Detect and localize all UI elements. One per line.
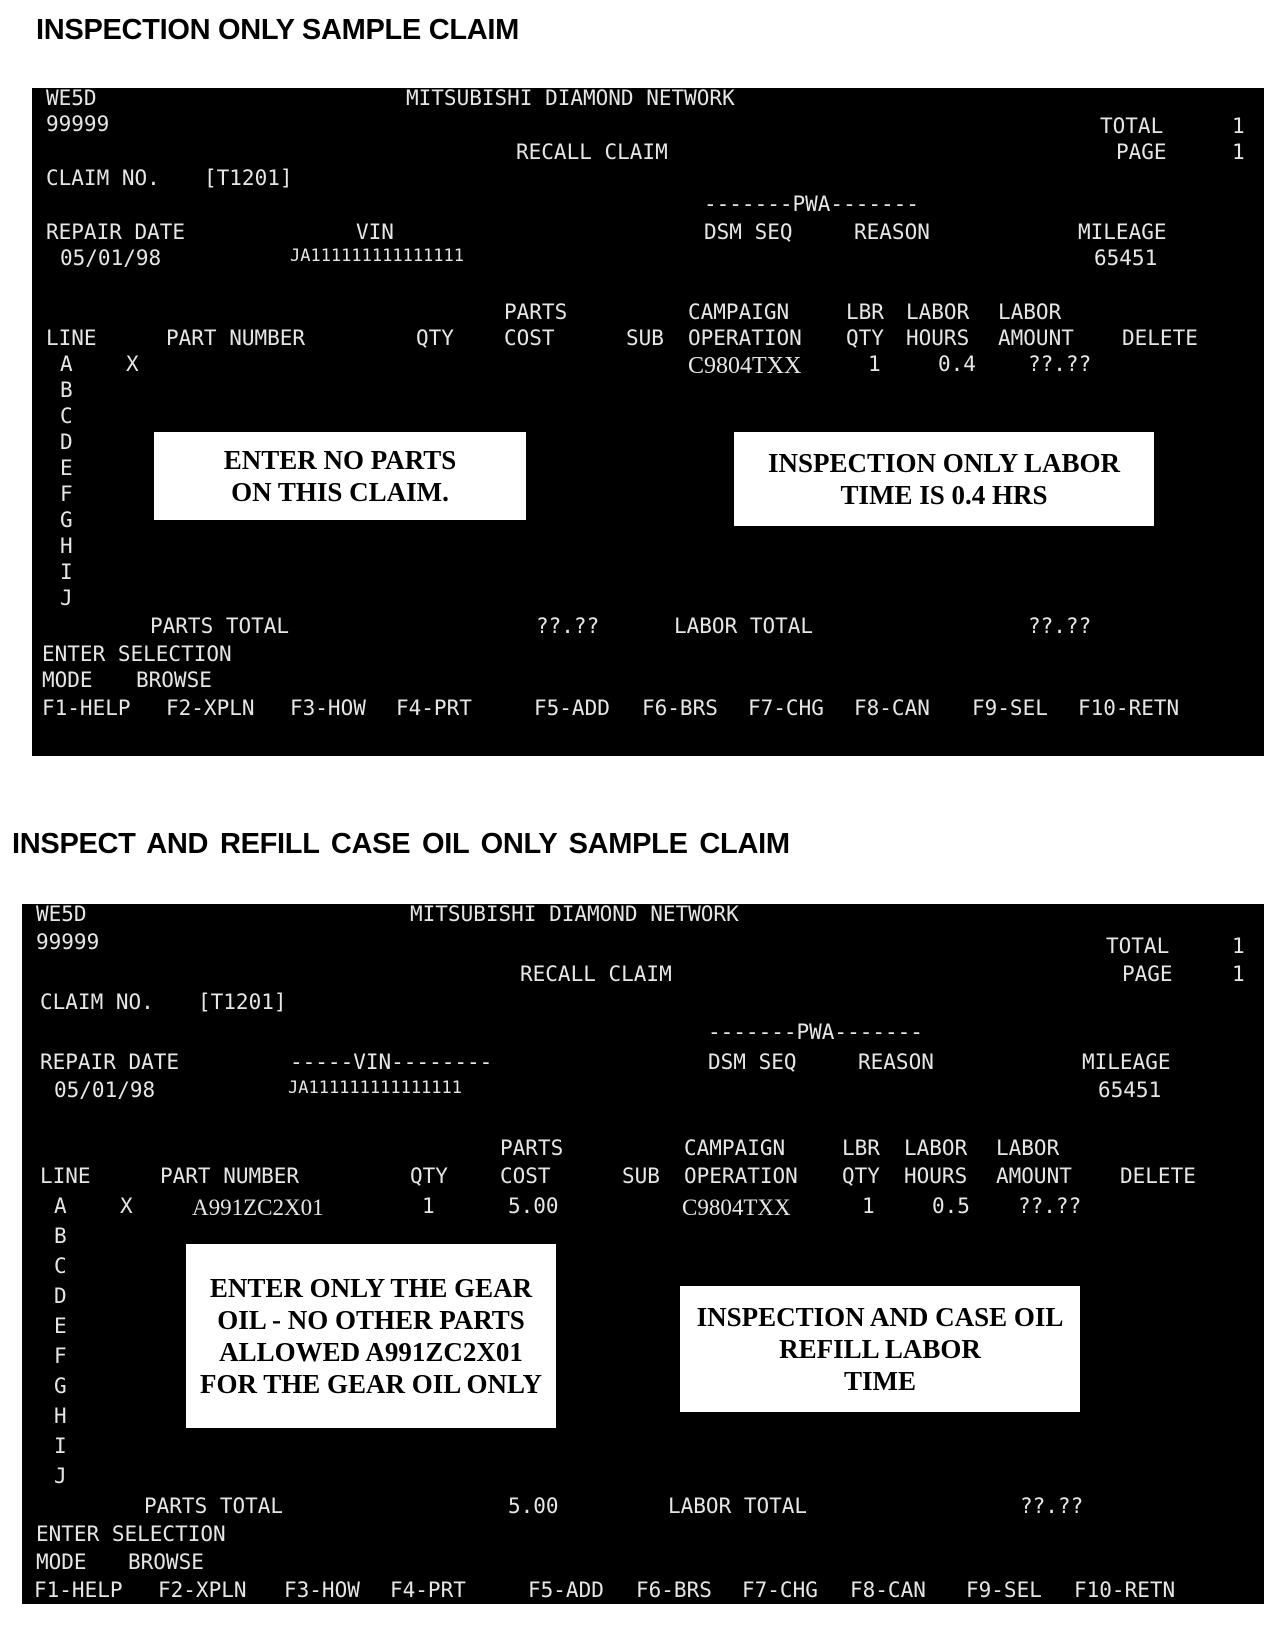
f8-can-key[interactable]: F8-CAN xyxy=(850,1578,926,1602)
page-label: PAGE xyxy=(1116,140,1167,164)
parts-total-label: PARTS TOTAL xyxy=(150,614,290,638)
mode-label: MODE xyxy=(42,668,93,692)
total-label: TOTAL xyxy=(1106,934,1170,958)
note-line: INSPECTION ONLY LABOR xyxy=(767,448,1121,478)
claim-no-field[interactable]: [T1201] xyxy=(198,990,287,1014)
row-a-marker[interactable]: X xyxy=(126,352,139,376)
parts-column-header: PARTS xyxy=(500,1136,564,1160)
labor-total-label: LABOR TOTAL xyxy=(668,1494,808,1518)
lbr-qty-column-header: QTY xyxy=(842,1164,880,1188)
f9-sel-key[interactable]: F9-SEL xyxy=(966,1578,1042,1602)
mode-label: MODE xyxy=(36,1550,87,1574)
row-line-label: B xyxy=(54,1224,67,1248)
repair-date-field[interactable]: 05/01/98 xyxy=(54,1078,156,1102)
lbr-column-header: LBR xyxy=(846,300,884,324)
recall-claim-terminal-screen xyxy=(22,904,1264,1604)
sample-claim-heading: INSPECTION ONLY SAMPLE CLAIM xyxy=(36,14,520,46)
mode-value: BROWSE xyxy=(128,1550,204,1574)
network-title: MITSUBISHI DIAMOND NETWORK xyxy=(410,902,739,926)
vin-field[interactable]: JA111111111111111 xyxy=(290,246,464,266)
row-a-amount-field[interactable]: ??.?? xyxy=(1028,352,1092,376)
note-parts-callout xyxy=(186,1244,556,1428)
f7-chg-key[interactable]: F7-CHG xyxy=(742,1578,818,1602)
row-line-label: E xyxy=(60,456,73,480)
row-a-marker[interactable]: X xyxy=(120,1194,133,1218)
pwa-label: -------PWA------- xyxy=(704,192,919,216)
row-a-hours-field[interactable]: 0.4 xyxy=(938,352,976,376)
vin-field[interactable]: JA111111111111111 xyxy=(288,1078,462,1098)
labor-total-label: LABOR TOTAL xyxy=(674,614,814,638)
row-a-lbr-qty-field[interactable]: 1 xyxy=(868,352,881,376)
row-a-amount-field[interactable]: ??.?? xyxy=(1018,1194,1082,1218)
note-line: TIME IS 0.4 HRS xyxy=(840,480,1048,510)
note-line: OIL - NO OTHER PARTS xyxy=(217,1305,525,1335)
dsm-seq-label: DSM SEQ xyxy=(704,220,793,244)
line-column-header: LINE xyxy=(40,1164,91,1188)
row-line-label: J xyxy=(54,1464,67,1488)
row-line-label: G xyxy=(60,508,73,532)
row-line-label: C xyxy=(60,404,73,428)
row-a-part-number-field[interactable]: A991ZC2X01 xyxy=(192,1195,324,1220)
row-line-label: C xyxy=(54,1254,67,1278)
lbr-column-header: LBR xyxy=(842,1136,880,1160)
page-value: 1 xyxy=(1232,962,1245,986)
claim-no-label: CLAIM NO. xyxy=(46,166,160,190)
f4-prt-key[interactable]: F4-PRT xyxy=(390,1578,466,1602)
mileage-label: MILEAGE xyxy=(1082,1050,1171,1074)
row-line-label: G xyxy=(54,1374,67,1398)
labor-hours-column-header: LABOR xyxy=(906,300,970,324)
screen-title: RECALL CLAIM xyxy=(520,962,672,986)
row-line-label: B xyxy=(60,378,73,402)
mileage-field[interactable]: 65451 xyxy=(1094,246,1158,270)
parts-total-value: 5.00 xyxy=(508,1494,559,1518)
row-line-label: I xyxy=(54,1434,67,1458)
pwa-label: -------PWA------- xyxy=(708,1020,923,1044)
row-line-label: I xyxy=(60,560,73,584)
total-value: 1 xyxy=(1232,934,1245,958)
vin-label: VIN xyxy=(356,220,394,244)
note-labor-callout xyxy=(680,1286,1080,1412)
row-line-label: E xyxy=(54,1314,67,1338)
note-parts-callout xyxy=(154,432,526,520)
row-line-label: F xyxy=(60,482,73,506)
screen-title: RECALL CLAIM xyxy=(516,140,668,164)
operation-column-header: OPERATION xyxy=(684,1164,798,1188)
f3-how-key[interactable]: F3-HOW xyxy=(290,696,366,720)
hours-column-header: HOURS xyxy=(904,1164,968,1188)
hours-column-header: HOURS xyxy=(906,326,970,350)
row-a-line: A xyxy=(60,352,73,376)
sub-column-header: SUB xyxy=(626,326,664,350)
repair-date-field[interactable]: 05/01/98 xyxy=(60,246,162,270)
dsm-seq-label: DSM SEQ xyxy=(708,1050,797,1074)
parts-total-label: PARTS TOTAL xyxy=(144,1494,284,1518)
enter-selection-prompt: ENTER SELECTION xyxy=(36,1522,226,1546)
mileage-label: MILEAGE xyxy=(1078,220,1167,244)
mileage-field[interactable]: 65451 xyxy=(1098,1078,1162,1102)
total-value: 1 xyxy=(1232,114,1245,138)
sub-column-header: SUB xyxy=(622,1164,660,1188)
dealer-code: 99999 xyxy=(46,112,110,136)
row-line-label: H xyxy=(60,534,73,558)
sample-claim-heading: INSPECT AND REFILL CASE OIL ONLY SAMPLE CLAIM xyxy=(12,828,790,860)
reason-label: REASON xyxy=(858,1050,934,1074)
f3-how-key[interactable]: F3-HOW xyxy=(284,1578,360,1602)
row-line-label: J xyxy=(60,586,73,610)
note-line: TIME xyxy=(843,1366,916,1396)
labor-total-value: ??.?? xyxy=(1028,614,1092,638)
lbr-qty-column-header: QTY xyxy=(846,326,884,350)
f6-brs-key[interactable]: F6-BRS xyxy=(636,1578,712,1602)
reason-label: REASON xyxy=(854,220,930,244)
note-labor-callout xyxy=(734,432,1154,526)
parts-total-value: ??.?? xyxy=(536,614,600,638)
note-line: ENTER ONLY THE GEAR xyxy=(209,1273,533,1303)
delete-column-header: DELETE xyxy=(1122,326,1198,350)
f5-add-key[interactable]: F5-ADD xyxy=(534,696,610,720)
campaign-column-header: CAMPAIGN xyxy=(688,300,790,324)
enter-selection-prompt: ENTER SELECTION xyxy=(42,642,232,666)
labor-total-value: ??.?? xyxy=(1020,1494,1084,1518)
f6-brs-key[interactable]: F6-BRS xyxy=(642,696,718,720)
note-line: ENTER NO PARTS xyxy=(223,445,457,475)
f8-can-key[interactable]: F8-CAN xyxy=(854,696,930,720)
row-a-cost-field[interactable]: 5.00 xyxy=(508,1194,559,1218)
row-line-label: F xyxy=(54,1344,67,1368)
note-line: REFILL LABOR xyxy=(779,1334,981,1364)
note-line: ALLOWED A991ZC2X01 xyxy=(219,1337,523,1367)
cost-column-header: COST xyxy=(504,326,555,350)
note-line: FOR THE GEAR OIL ONLY xyxy=(199,1369,543,1399)
f9-sel-key[interactable]: F9-SEL xyxy=(972,696,1048,720)
f10-retn-key[interactable]: F10-RETN xyxy=(1078,696,1180,720)
amount-column-header: AMOUNT xyxy=(996,1164,1072,1188)
f10-retn-key[interactable]: F10-RETN xyxy=(1074,1578,1176,1602)
row-a-line: A xyxy=(54,1194,67,1218)
row-a-qty-field[interactable]: 1 xyxy=(422,1194,435,1218)
part-number-column-header: PART NUMBER xyxy=(166,326,306,350)
page-label: PAGE xyxy=(1122,962,1173,986)
parts-column-header: PARTS xyxy=(504,300,568,324)
row-line-label: H xyxy=(54,1404,67,1428)
note-line: ON THIS CLAIM. xyxy=(231,477,449,507)
row-line-label: D xyxy=(60,430,73,454)
labor-amount-column-header: LABOR xyxy=(996,1136,1060,1160)
qty-column-header: QTY xyxy=(416,326,454,350)
labor-hours-column-header: LABOR xyxy=(904,1136,968,1160)
qty-column-header: QTY xyxy=(410,1164,448,1188)
total-label: TOTAL xyxy=(1100,114,1164,138)
screen-code: WE5D xyxy=(46,86,97,110)
mode-value: BROWSE xyxy=(136,668,212,692)
vin-label: -----VIN-------- xyxy=(290,1050,493,1074)
page-value: 1 xyxy=(1232,140,1245,164)
f4-prt-key[interactable]: F4-PRT xyxy=(396,696,472,720)
claim-no-label: CLAIM NO. xyxy=(40,990,154,1014)
row-line-label: D xyxy=(54,1284,67,1308)
cost-column-header: COST xyxy=(500,1164,551,1188)
row-a-hours-field[interactable]: 0.5 xyxy=(932,1194,970,1218)
line-column-header: LINE xyxy=(46,326,97,350)
repair-date-label: REPAIR DATE xyxy=(40,1050,180,1074)
f5-add-key[interactable]: F5-ADD xyxy=(528,1578,604,1602)
delete-column-header: DELETE xyxy=(1120,1164,1196,1188)
operation-column-header: OPERATION xyxy=(688,326,802,350)
note-line: INSPECTION AND CASE OIL xyxy=(696,1302,1064,1332)
row-a-operation-field[interactable]: C9804TXX xyxy=(682,1195,791,1220)
repair-date-label: REPAIR DATE xyxy=(46,220,186,244)
network-title: MITSUBISHI DIAMOND NETWORK xyxy=(406,86,735,110)
f7-chg-key[interactable]: F7-CHG xyxy=(748,696,824,720)
row-a-lbr-qty-field[interactable]: 1 xyxy=(862,1194,875,1218)
screen-code: WE5D xyxy=(36,902,87,926)
recall-claim-terminal-screen xyxy=(32,88,1264,756)
labor-amount-column-header: LABOR xyxy=(998,300,1062,324)
part-number-column-header: PART NUMBER xyxy=(160,1164,300,1188)
claim-no-field[interactable]: [T1201] xyxy=(204,166,293,190)
amount-column-header: AMOUNT xyxy=(998,326,1074,350)
f2-xpln-key[interactable]: F2-XPLN xyxy=(158,1578,247,1602)
dealer-code: 99999 xyxy=(36,930,100,954)
f1-help-key[interactable]: F1-HELP xyxy=(34,1578,123,1602)
campaign-column-header: CAMPAIGN xyxy=(684,1136,786,1160)
row-a-operation-field[interactable]: C9804TXX xyxy=(688,353,802,379)
f2-xpln-key[interactable]: F2-XPLN xyxy=(166,696,255,720)
f1-help-key[interactable]: F1-HELP xyxy=(42,696,131,720)
